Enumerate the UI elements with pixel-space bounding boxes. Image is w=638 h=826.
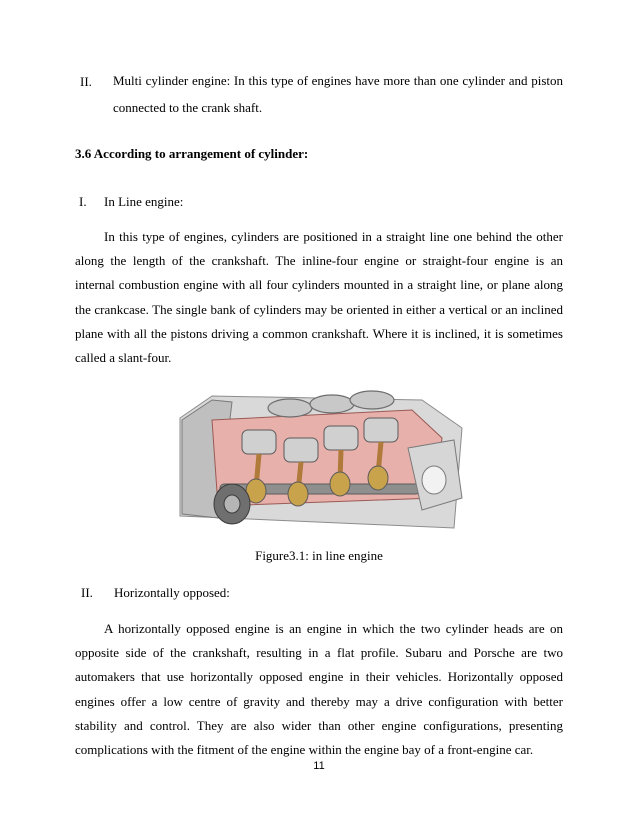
multi-cylinder-text: Multi cylinder engine: In this type of engines have more than one cylinder and piston connected to the crank shaft. xyxy=(113,73,563,115)
inline-engine-paragraph-text: In this type of engines, cylinders are positioned in a straight line one behind the other along the length of the crankshaft. The inline-four engine or straight-four engine is an internal combustion engine with all four cylinders mounted in a straight line, or plane along the crankcase. The single bank of cylinders may be oriented in either a vertical or an inclined plane with all the pistons driving a common crankshaft. Where it is inclined, it is sometimes called a slant-four. xyxy=(75,229,563,366)
page-number: 11 xyxy=(313,760,325,772)
horizontally-opposed-title: Horizontally opposed: xyxy=(114,585,230,600)
inline-engine-paragraph xyxy=(75,225,563,370)
list-number-multi: II. xyxy=(80,74,92,89)
horizontally-opposed-paragraph-text: A horizontally opposed engine is an engine in which the two cylinder heads are on opposite side of the crankshaft, resulting in a flat profile. Subaru and Porsche are two automakers that use horizontally opposed engine in their vehicles. Horizontally opposed engines offer a low centre of gravity and thereby may a drive configuration with better stability and control. They are also wider than other engine configurations, presenting complications with the fitment of the engine within the engine bay of a front-engine car. xyxy=(75,621,563,758)
inline-engine-figure xyxy=(172,388,464,536)
figure-caption: Figure3.1: in line engine xyxy=(255,548,383,563)
horizontally-opposed-paragraph xyxy=(75,617,563,762)
list-number-inline: I. xyxy=(79,194,87,209)
inline-engine-title: In Line engine: xyxy=(104,194,184,209)
section-heading: 3.6 According to arrangement of cylinder: xyxy=(75,146,309,161)
list-number-horizontal: II. xyxy=(81,585,93,600)
